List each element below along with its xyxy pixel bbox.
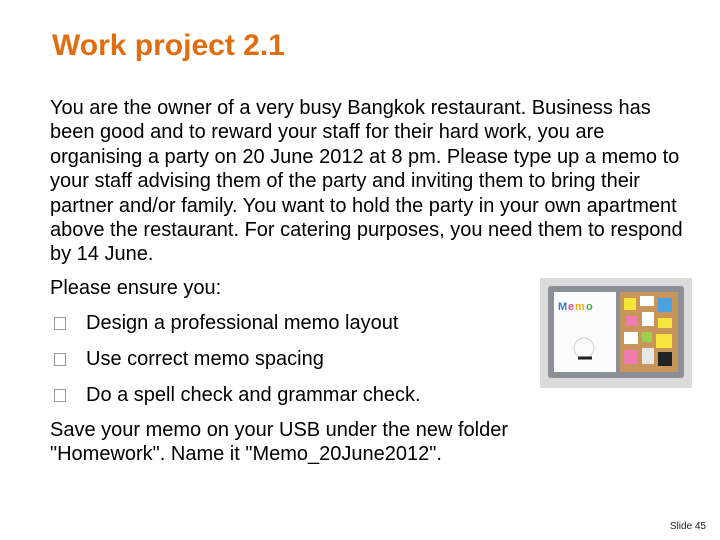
checkbox-icon	[54, 389, 66, 402]
slide-number: Slide 45	[669, 521, 706, 532]
svg-text:e: e	[568, 301, 575, 313]
checkbox-icon	[54, 317, 66, 330]
intro-paragraph: You are the owner of a very busy Bangkok restaurant. Business has been good and to reward your staff for their hard work, you are organising a party on 20 June 2012 at 8 pm. Please type up a memo to your staff advising them of the party and inviting them to bring their partner and/or family. You want to hold the party in your own apartment above the restaurant. For catering purposes, you need them to respond by 14 June.	[50, 97, 683, 266]
ensure-label: Please ensure you:	[50, 277, 222, 299]
checkbox-icon	[54, 353, 66, 366]
list-item-text: Use correct memo spacing	[86, 348, 324, 370]
svg-text:m: m	[575, 301, 585, 313]
memo-board-icon	[540, 278, 692, 388]
list-item-text: Design a professional memo layout	[86, 312, 399, 334]
memo-board-image	[540, 278, 692, 388]
save-line-2: "Homework". Name it "Memo_20June2012".	[50, 443, 442, 465]
svg-text:o: o	[586, 301, 593, 313]
slide-title: Work project 2.1	[52, 29, 285, 62]
save-instructions	[50, 418, 610, 466]
list-item-text: Do a spell check and grammar check.	[86, 384, 421, 406]
svg-text:M: M	[558, 301, 568, 313]
save-line-1: Save your memo on your USB under the new folder	[50, 419, 509, 441]
